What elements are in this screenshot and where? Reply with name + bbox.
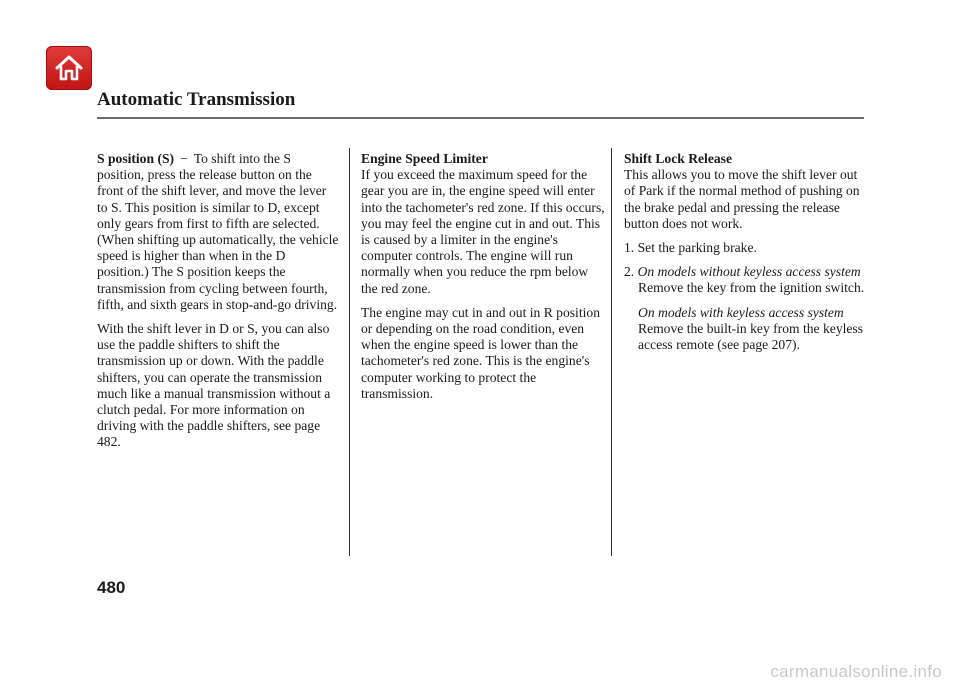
page-number: 480: [97, 578, 126, 597]
title-divider: [97, 117, 864, 119]
step-2-sub1-title: On models without keyless access system: [637, 264, 861, 280]
column-engine-speed-limiter: [361, 151, 605, 410]
paddle-shifter-paragraph: With the shift lever in D or S, you can also use the paddle shifters to shift the transmission up or down. With the paddle shifters, you can operate the transmission much like a manual transmission without a clutch pedal. For more information on driving with the paddle shifters, see page 482.: [97, 321, 331, 450]
column-divider: [611, 148, 612, 556]
home-button[interactable]: [46, 46, 92, 90]
engine-limiter-paragraph-2: The engine may cut in and out in R position or depending on the road condition, even when the engine speed is lower than the tachometer's red zone. This is the engine's computer working to protect the transmission.: [361, 304, 600, 401]
s-position-paragraph: [97, 151, 339, 313]
step-2-sub1-text: Remove the key from the ignition switch.: [638, 280, 865, 296]
watermark: carmanualsonline.info: [770, 662, 942, 681]
column-divider: [349, 148, 350, 556]
column-s-position: [97, 151, 339, 459]
dash: −: [180, 151, 188, 166]
step-1: 1. Set the parking brake.: [624, 240, 757, 256]
column-shift-lock-release: [624, 151, 870, 361]
page-title: Automatic Transmission: [97, 89, 296, 110]
shift-lock-release-heading: Shift Lock Release: [624, 151, 732, 166]
engine-speed-limiter-heading: Engine Speed Limiter: [361, 151, 488, 166]
shift-lock-intro: This allows you to move the shift lever out of Park if the normal method of pushing on the brake pedal and pressing the release button does not work.: [624, 167, 860, 231]
step-2-sub2: [624, 305, 870, 354]
engine-limiter-paragraph-1: If you exceed the maximum speed for the gear you are in, the engine speed will enter into the tachometer's red zone. If this occurs, you may feel the engine cut in and out. This is caused by a limiter in the engine's computer controls. The engine will run normally when you reduce the rpm below the red zone.: [361, 167, 605, 296]
s-position-text: To shift into the S position, press the release button on the front of the shift lever, and move the lever to S. This position is similar to D, except only gears from first to fifth are selected. (When shifting up automatically, the vehicle speed is higher than when in the D position.) The S position keeps the transmission from cycling between fourth, fifth, and sixth gears in stop-and-go driving.: [97, 151, 339, 312]
step-2-sub2-title: On models with keyless access system: [638, 304, 844, 320]
step-2: [624, 264, 870, 296]
home-icon: [54, 54, 84, 82]
s-position-heading: S position (S): [97, 151, 175, 166]
step-2-sub2-text: Remove the built-in key from the keyless access remote (see page 207).: [638, 320, 864, 353]
step-2-number: 2.: [624, 264, 635, 280]
